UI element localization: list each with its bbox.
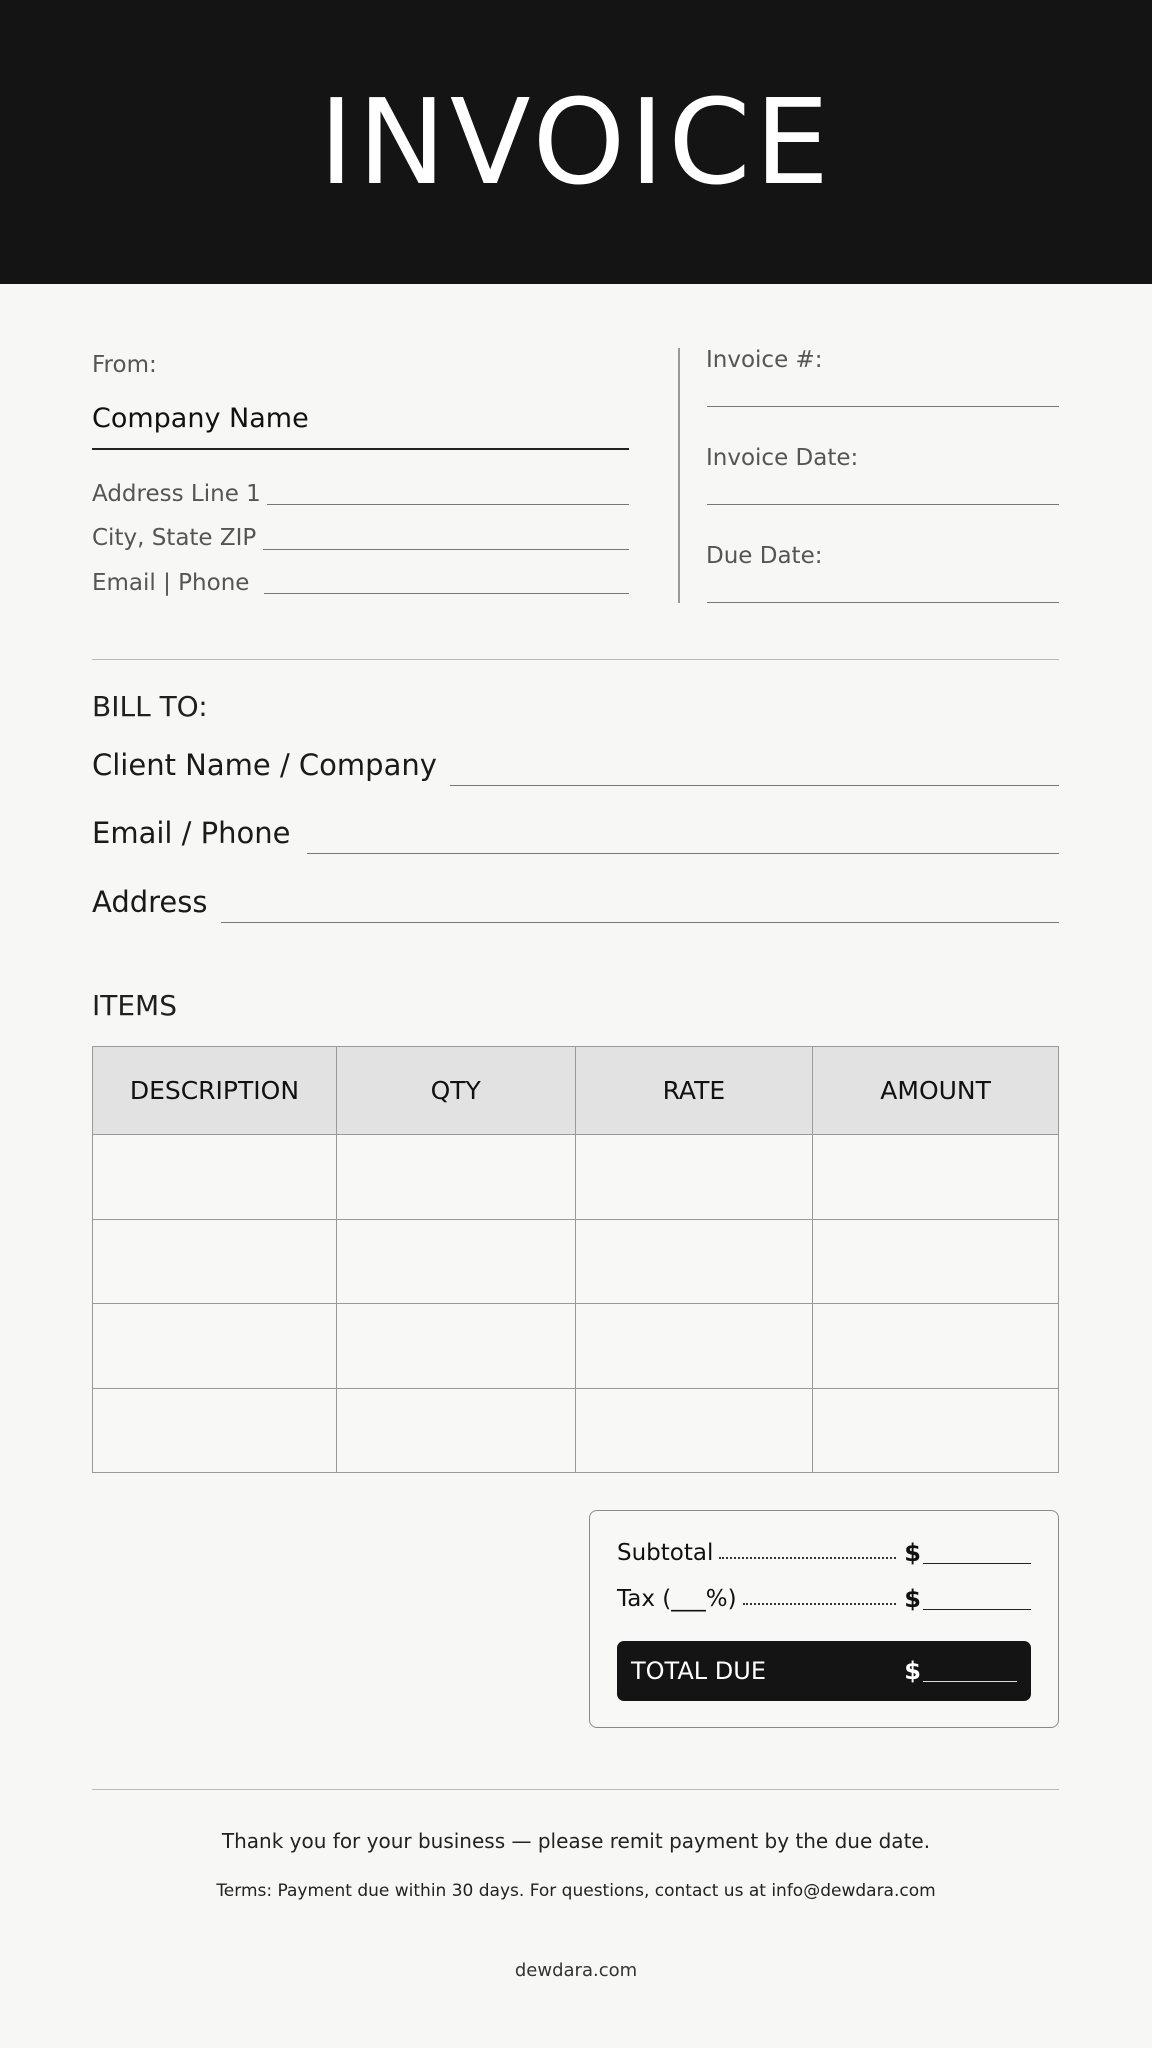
table-row	[93, 1135, 1059, 1220]
items-header-row	[93, 1047, 1059, 1135]
subtotal-field[interactable]	[923, 1542, 1031, 1564]
currency-symbol: $	[904, 1539, 921, 1567]
company-name-underline	[92, 448, 629, 450]
dot-leader	[719, 1557, 896, 1559]
total-due-bar	[617, 1641, 1031, 1701]
table-row	[93, 1388, 1059, 1473]
rate-cell[interactable]	[575, 1219, 813, 1304]
client-address-label: Address	[92, 885, 208, 919]
client-name-label: Client Name / Company	[92, 748, 437, 782]
payment-terms: Terms: Payment due within 30 days. For questions, contact us at info@dewdara.com	[216, 1881, 936, 1901]
totals-box	[589, 1510, 1059, 1728]
client-email-phone-field[interactable]	[307, 853, 1059, 854]
city-state-zip-label: City, State ZIP	[92, 525, 257, 551]
table-row	[93, 1304, 1059, 1389]
currency-symbol: $	[904, 1657, 921, 1685]
description-cell[interactable]	[93, 1304, 337, 1389]
currency-symbol: $	[904, 1585, 921, 1613]
items-heading: ITEMS	[92, 989, 177, 1022]
thank-you-note: Thank you for your business — please remit payment by the due date.	[221, 1829, 931, 1853]
table-row	[93, 1219, 1059, 1304]
section-divider-bottom	[92, 1789, 1059, 1790]
invoice-number-field[interactable]	[707, 406, 1059, 407]
rate-cell[interactable]	[575, 1135, 813, 1220]
bill-to-heading: BILL TO:	[92, 690, 208, 723]
section-divider-top	[92, 659, 1059, 660]
qty-cell[interactable]	[336, 1219, 575, 1304]
invoice-number-label: Invoice #:	[706, 347, 823, 373]
description-cell[interactable]	[93, 1388, 337, 1473]
amount-cell[interactable]	[813, 1388, 1059, 1473]
total-due-label: TOTAL DUE	[631, 1657, 766, 1685]
subtotal-row	[617, 1539, 1031, 1567]
tax-label: Tax (___%)	[617, 1586, 737, 1612]
address-line-field[interactable]	[267, 504, 629, 505]
description-cell[interactable]	[93, 1219, 337, 1304]
subtotal-label: Subtotal	[617, 1540, 714, 1566]
rate-cell[interactable]	[575, 1388, 813, 1473]
email-phone-label: Email | Phone	[92, 570, 250, 596]
vertical-divider	[678, 348, 680, 603]
dot-leader	[743, 1603, 897, 1605]
amount-cell[interactable]	[813, 1219, 1059, 1304]
amount-cell[interactable]	[813, 1135, 1059, 1220]
rate-cell[interactable]	[575, 1304, 813, 1389]
client-address-field[interactable]	[221, 922, 1059, 923]
client-email-phone-label: Email / Phone	[92, 816, 291, 850]
items-table	[92, 1046, 1059, 1473]
due-date-label: Due Date:	[706, 543, 823, 569]
total-due-field[interactable]	[923, 1660, 1017, 1682]
qty-cell[interactable]	[336, 1135, 575, 1220]
column-header-qty: QTY	[336, 1047, 575, 1135]
column-header-amount: AMOUNT	[813, 1047, 1059, 1135]
description-cell[interactable]	[93, 1135, 337, 1220]
city-state-zip-field[interactable]	[263, 549, 629, 550]
invoice-title: INVOICE	[318, 73, 834, 211]
invoice-date-field[interactable]	[707, 504, 1059, 505]
invoice-header-banner	[0, 0, 1152, 284]
address-line-label: Address Line 1	[92, 481, 261, 507]
due-date-field[interactable]	[707, 602, 1059, 603]
amount-cell[interactable]	[813, 1304, 1059, 1389]
from-label: From:	[92, 352, 157, 378]
qty-cell[interactable]	[336, 1388, 575, 1473]
tax-field[interactable]	[923, 1588, 1031, 1610]
column-header-description: DESCRIPTION	[93, 1047, 337, 1135]
column-header-rate: RATE	[575, 1047, 813, 1135]
website-link[interactable]: dewdara.com	[514, 1960, 638, 1981]
email-phone-field[interactable]	[264, 593, 629, 594]
qty-cell[interactable]	[336, 1304, 575, 1389]
company-name-field[interactable]: Company Name	[92, 403, 309, 434]
invoice-date-label: Invoice Date:	[706, 445, 859, 471]
tax-row	[617, 1585, 1031, 1613]
client-name-field[interactable]	[450, 785, 1059, 786]
